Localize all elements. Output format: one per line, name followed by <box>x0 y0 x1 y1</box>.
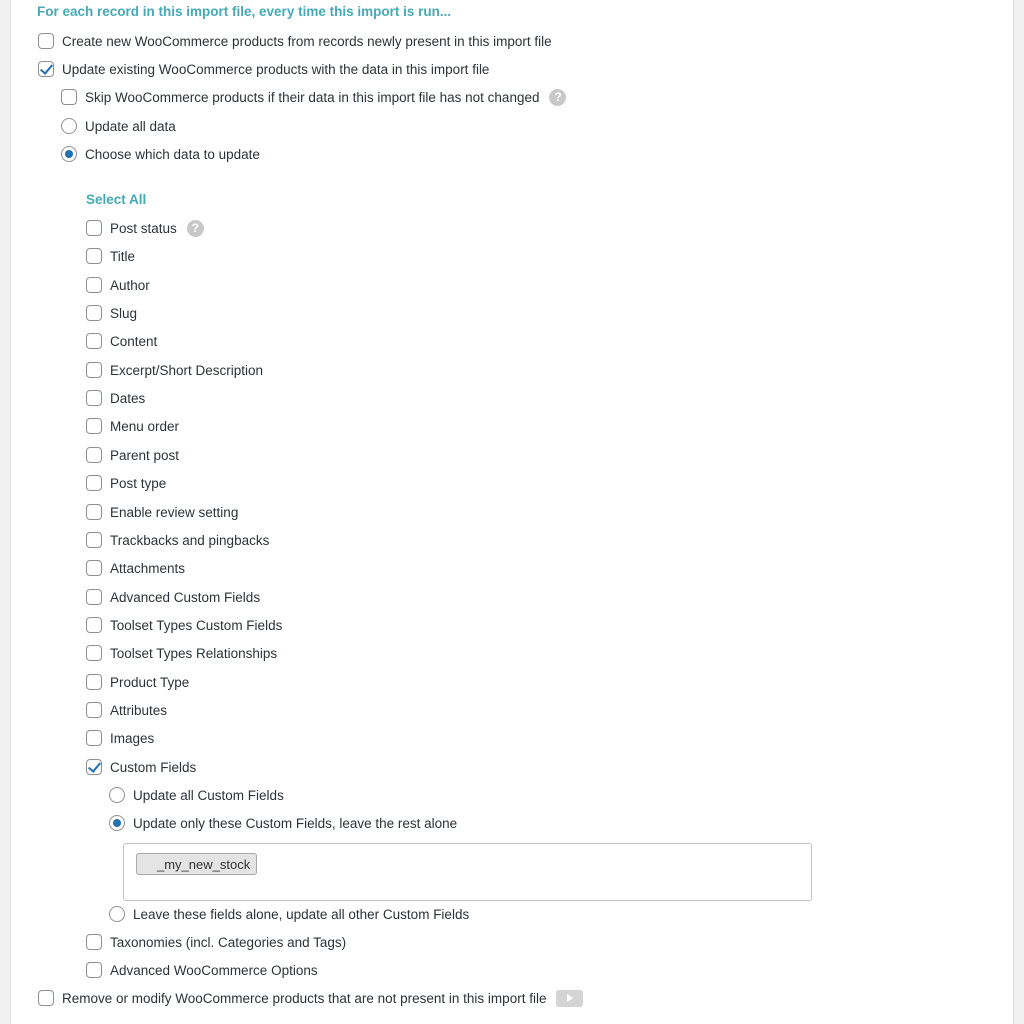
taxonomies-label: Taxonomies (incl. Categories and Tags) <box>110 934 347 950</box>
enable-review-setting-checkbox[interactable] <box>86 504 102 520</box>
field-product-type[interactable] <box>86 672 189 692</box>
field-excerpt-short-description[interactable] <box>86 360 263 380</box>
field-parent-post[interactable] <box>86 445 179 465</box>
field-enable-review-setting[interactable] <box>86 502 238 522</box>
select-all-link[interactable]: Select All <box>86 192 147 207</box>
cf-update-only-option[interactable] <box>109 813 457 833</box>
menu-order-checkbox[interactable] <box>86 418 102 434</box>
field-custom-fields[interactable] <box>86 757 196 777</box>
trackbacks-and-pingbacks-checkbox[interactable] <box>86 532 102 548</box>
remove-missing-checkbox[interactable] <box>38 990 54 1006</box>
cf-update-all-radio[interactable] <box>109 787 125 803</box>
create-new-label: Create new WooCommerce products from records newly present in this import file <box>62 33 552 49</box>
dates-label: Dates <box>110 390 146 406</box>
field-author[interactable] <box>86 275 150 295</box>
skip-unchanged-label: Skip WooCommerce products if their data in this import file has not changed <box>85 89 540 105</box>
choose-data-label: Choose which data to update <box>85 146 260 162</box>
title-label: Title <box>110 248 136 264</box>
toolset-types-custom-fields-checkbox[interactable] <box>86 617 102 633</box>
cf-update-all-option[interactable] <box>109 785 284 805</box>
advanced-custom-fields-checkbox[interactable] <box>86 589 102 605</box>
field-attachments[interactable] <box>86 558 185 578</box>
field-advanced-custom-fields[interactable] <box>86 587 260 607</box>
update-existing-label: Update existing WooCommerce products with the data in this import file <box>62 61 490 77</box>
attachments-checkbox[interactable] <box>86 560 102 576</box>
field-toolset-types-relationships[interactable] <box>86 643 277 663</box>
cf-update-only-radio[interactable] <box>109 815 125 831</box>
update-existing-products-option[interactable] <box>38 59 489 79</box>
advanced-custom-fields-label: Advanced Custom Fields <box>110 589 261 605</box>
cf-leave-these-option[interactable] <box>109 904 469 924</box>
title-checkbox[interactable] <box>86 248 102 264</box>
remove-missing-products-option[interactable] <box>38 988 583 1008</box>
custom-fields-label: Custom Fields <box>110 759 197 775</box>
taxonomies-checkbox[interactable] <box>86 934 102 950</box>
choose-data-radio[interactable] <box>61 146 77 162</box>
author-checkbox[interactable] <box>86 277 102 293</box>
post-status-label: Post status <box>110 220 177 236</box>
choose-data-option[interactable] <box>61 144 260 164</box>
post-type-label: Post type <box>110 475 167 491</box>
cf-leave-these-radio[interactable] <box>109 906 125 922</box>
field-attributes[interactable] <box>86 700 167 720</box>
update-existing-checkbox[interactable] <box>38 61 54 77</box>
field-toolset-types-custom-fields[interactable] <box>86 615 282 635</box>
section-heading: For each record in this import file, every time this import is run... <box>37 4 452 19</box>
update-all-data-label: Update all data <box>85 118 176 134</box>
excerpt-short-description-checkbox[interactable] <box>86 362 102 378</box>
excerpt-short-description-label: Excerpt/Short Description <box>110 362 264 378</box>
field-taxonomies[interactable] <box>86 932 346 952</box>
trackbacks-and-pingbacks-label: Trackbacks and pingbacks <box>110 532 270 548</box>
field-title[interactable] <box>86 246 135 266</box>
update-all-data-radio[interactable] <box>61 118 77 134</box>
cf-update-all-label: Update all Custom Fields <box>133 787 284 803</box>
images-label: Images <box>110 730 155 746</box>
menu-order-label: Menu order <box>110 418 180 434</box>
advanced-woocommerce-options-checkbox[interactable] <box>86 962 102 978</box>
enable-review-setting-label: Enable review setting <box>110 504 239 520</box>
field-advanced-woocommerce-options[interactable] <box>86 960 318 980</box>
post-status-checkbox[interactable] <box>86 220 102 236</box>
custom-fields-tag-input[interactable] <box>123 843 812 901</box>
field-dates[interactable] <box>86 388 145 408</box>
attributes-label: Attributes <box>110 702 168 718</box>
field-post-type[interactable] <box>86 473 166 493</box>
content-checkbox[interactable] <box>86 333 102 349</box>
field-images[interactable] <box>86 728 154 748</box>
toolset-types-relationships-label: Toolset Types Relationships <box>110 645 278 661</box>
custom-fields-checkbox[interactable] <box>86 759 102 775</box>
cf-leave-these-label: Leave these fields alone, update all other Custom Fields <box>133 906 470 922</box>
create-new-products-option[interactable] <box>38 31 552 51</box>
video-play-icon[interactable] <box>556 990 583 1007</box>
product-type-label: Product Type <box>110 674 190 690</box>
update-all-data-option[interactable] <box>61 116 176 136</box>
slug-checkbox[interactable] <box>86 305 102 321</box>
parent-post-label: Parent post <box>110 447 180 463</box>
attachments-label: Attachments <box>110 560 186 576</box>
author-label: Author <box>110 277 150 293</box>
parent-post-checkbox[interactable] <box>86 447 102 463</box>
product-type-checkbox[interactable] <box>86 674 102 690</box>
slug-label: Slug <box>110 305 138 321</box>
toolset-types-relationships-checkbox[interactable] <box>86 645 102 661</box>
toolset-types-custom-fields-label: Toolset Types Custom Fields <box>110 617 283 633</box>
remove-missing-label: Remove or modify WooCommerce products that are not present in this import file <box>62 990 547 1006</box>
field-trackbacks-and-pingbacks[interactable] <box>86 530 269 550</box>
skip-unchanged-option[interactable] <box>61 87 566 107</box>
field-slug[interactable] <box>86 303 137 323</box>
skip-unchanged-checkbox[interactable] <box>61 89 77 105</box>
field-menu-order[interactable] <box>86 416 179 436</box>
attributes-checkbox[interactable] <box>86 702 102 718</box>
cf-update-only-label: Update only these Custom Fields, leave the rest alone <box>133 815 458 831</box>
post-type-checkbox[interactable] <box>86 475 102 491</box>
question-icon[interactable]: ? <box>549 89 566 106</box>
dates-checkbox[interactable] <box>86 390 102 406</box>
content-label: Content <box>110 333 158 349</box>
advanced-woocommerce-options-label: Advanced WooCommerce Options <box>110 962 318 978</box>
field-post-status[interactable] <box>86 218 204 238</box>
create-new-checkbox[interactable] <box>38 33 54 49</box>
images-checkbox[interactable] <box>86 730 102 746</box>
custom-field-tag[interactable]: _my_new_stock <box>136 853 257 875</box>
question-icon[interactable]: ? <box>187 220 204 237</box>
field-content[interactable] <box>86 331 157 351</box>
